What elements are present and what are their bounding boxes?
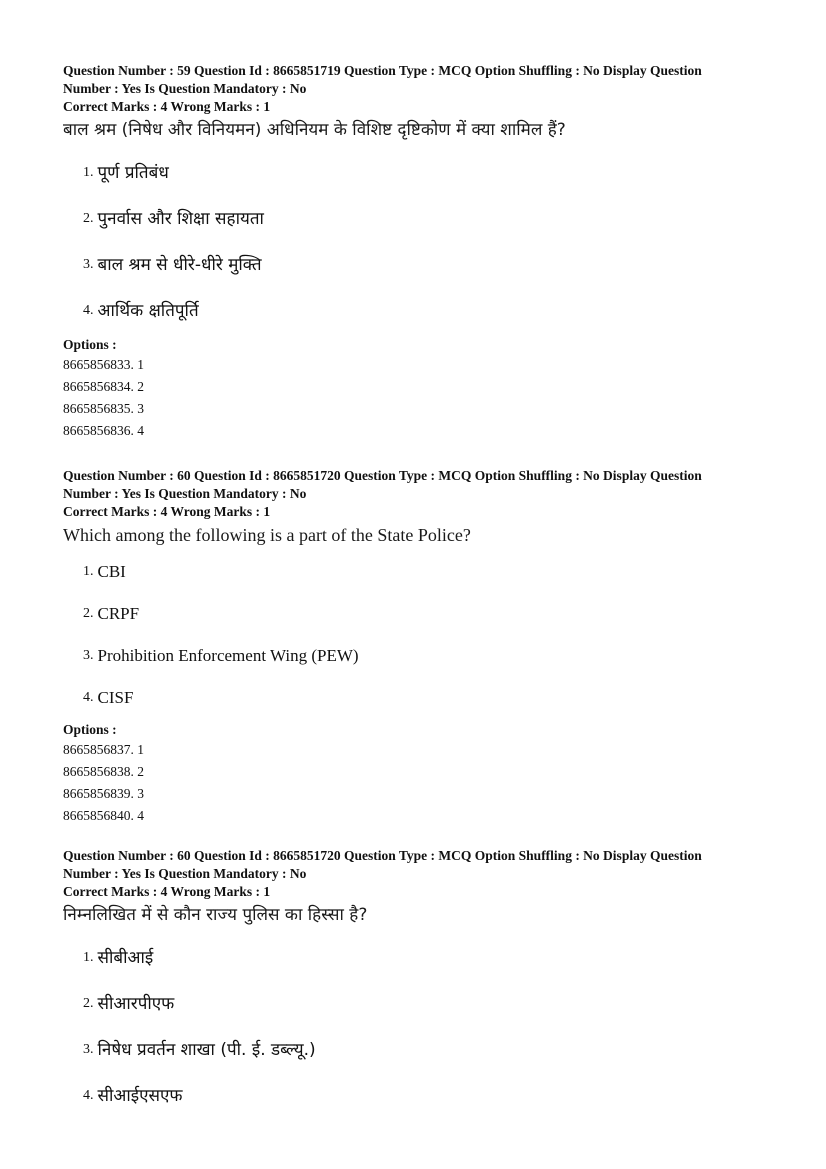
answer-choice: [83, 635, 773, 677]
option-id: 8665856836. 4: [63, 423, 144, 438]
question-block-60-hindi: [63, 847, 773, 1119]
answer-choices: [83, 935, 773, 1119]
choice-text: Prohibition Enforcement Wing (PEW): [97, 646, 359, 665]
answer-choice: [83, 1073, 773, 1119]
option-id: 8665856833. 1: [63, 357, 144, 372]
answer-choice: [83, 196, 773, 242]
choice-text: सीबीआई: [97, 948, 154, 968]
choice-number: 1.: [83, 950, 94, 965]
choice-text: सीआरपीएफ: [97, 994, 175, 1014]
answer-choice: [83, 1027, 773, 1073]
choice-number: 2.: [83, 211, 94, 226]
option-id: 8665856834. 2: [63, 379, 144, 394]
choice-text: आर्थिक क्षतिपूर्ति: [97, 301, 199, 321]
answer-choice: [83, 288, 773, 334]
question-block-60-english: [63, 467, 773, 827]
choice-text: CISF: [97, 688, 134, 707]
options-label: Options :: [63, 337, 117, 352]
option-id: 8665856840. 4: [63, 808, 144, 823]
question-text: Which among the following is a part of the State Police?: [63, 525, 471, 545]
answer-choice: [83, 981, 773, 1027]
marks-line: Correct Marks : 4 Wrong Marks : 1: [63, 504, 271, 519]
answer-choices: [83, 551, 773, 719]
choice-number: 3.: [83, 648, 94, 663]
choice-text: बाल श्रम से धीरे-धीरे मुक्ति: [97, 255, 262, 275]
answer-choice: [83, 593, 773, 635]
choice-number: 3.: [83, 257, 94, 272]
choice-number: 4.: [83, 690, 94, 705]
choice-number: 3.: [83, 1042, 94, 1057]
answer-choice: [83, 242, 773, 288]
option-id: 8665856838. 2: [63, 764, 144, 779]
choice-text: पूर्ण प्रतिबंध: [97, 163, 169, 183]
choice-number: 1.: [83, 165, 94, 180]
choice-text: सीआईएसएफ: [97, 1086, 183, 1106]
choice-text: पुनर्वास और शिक्षा सहायता: [97, 209, 264, 229]
question-text: बाल श्रम (निषेध और विनियमन) अधिनियम के विशिष्ट दृष्टिकोण में क्या शामिल हैं?: [63, 120, 566, 140]
question-block-59-hindi: [63, 62, 773, 442]
choice-text: CBI: [97, 562, 126, 581]
option-id: 8665856835. 3: [63, 401, 144, 416]
choice-text: CRPF: [97, 604, 140, 623]
options-label: Options :: [63, 722, 117, 737]
question-meta-line: Question Number : 60 Question Id : 8665851720 Question Type : MCQ Option Shuffling : No Display Question: [63, 468, 702, 483]
answer-choices: [83, 150, 773, 334]
answer-choice: [83, 677, 773, 719]
question-meta-line: Number : Yes Is Question Mandatory : No: [63, 81, 307, 96]
answer-choice: [83, 935, 773, 981]
option-id: 8665856839. 3: [63, 786, 144, 801]
question-meta-line: Question Number : 60 Question Id : 8665851720 Question Type : MCQ Option Shuffling : No Display Question: [63, 848, 702, 863]
option-id: 8665856837. 1: [63, 742, 144, 757]
marks-line: Correct Marks : 4 Wrong Marks : 1: [63, 99, 271, 114]
choice-number: 2.: [83, 996, 94, 1011]
question-meta-line: Number : Yes Is Question Mandatory : No: [63, 486, 307, 501]
question-meta-line: Question Number : 59 Question Id : 8665851719 Question Type : MCQ Option Shuffling : No Display Question: [63, 63, 702, 78]
marks-line: Correct Marks : 4 Wrong Marks : 1: [63, 884, 271, 899]
answer-choice: [83, 551, 773, 593]
choice-text: निषेध प्रवर्तन शाखा (पी. ई. डब्ल्यू.): [97, 1040, 316, 1060]
choice-number: 4.: [83, 1088, 94, 1103]
question-text: निम्नलिखित में से कौन राज्य पुलिस का हिस्सा है?: [63, 905, 368, 925]
question-meta-line: Number : Yes Is Question Mandatory : No: [63, 866, 307, 881]
choice-number: 1.: [83, 564, 94, 579]
choice-number: 4.: [83, 303, 94, 318]
choice-number: 2.: [83, 606, 94, 621]
answer-choice: [83, 150, 773, 196]
